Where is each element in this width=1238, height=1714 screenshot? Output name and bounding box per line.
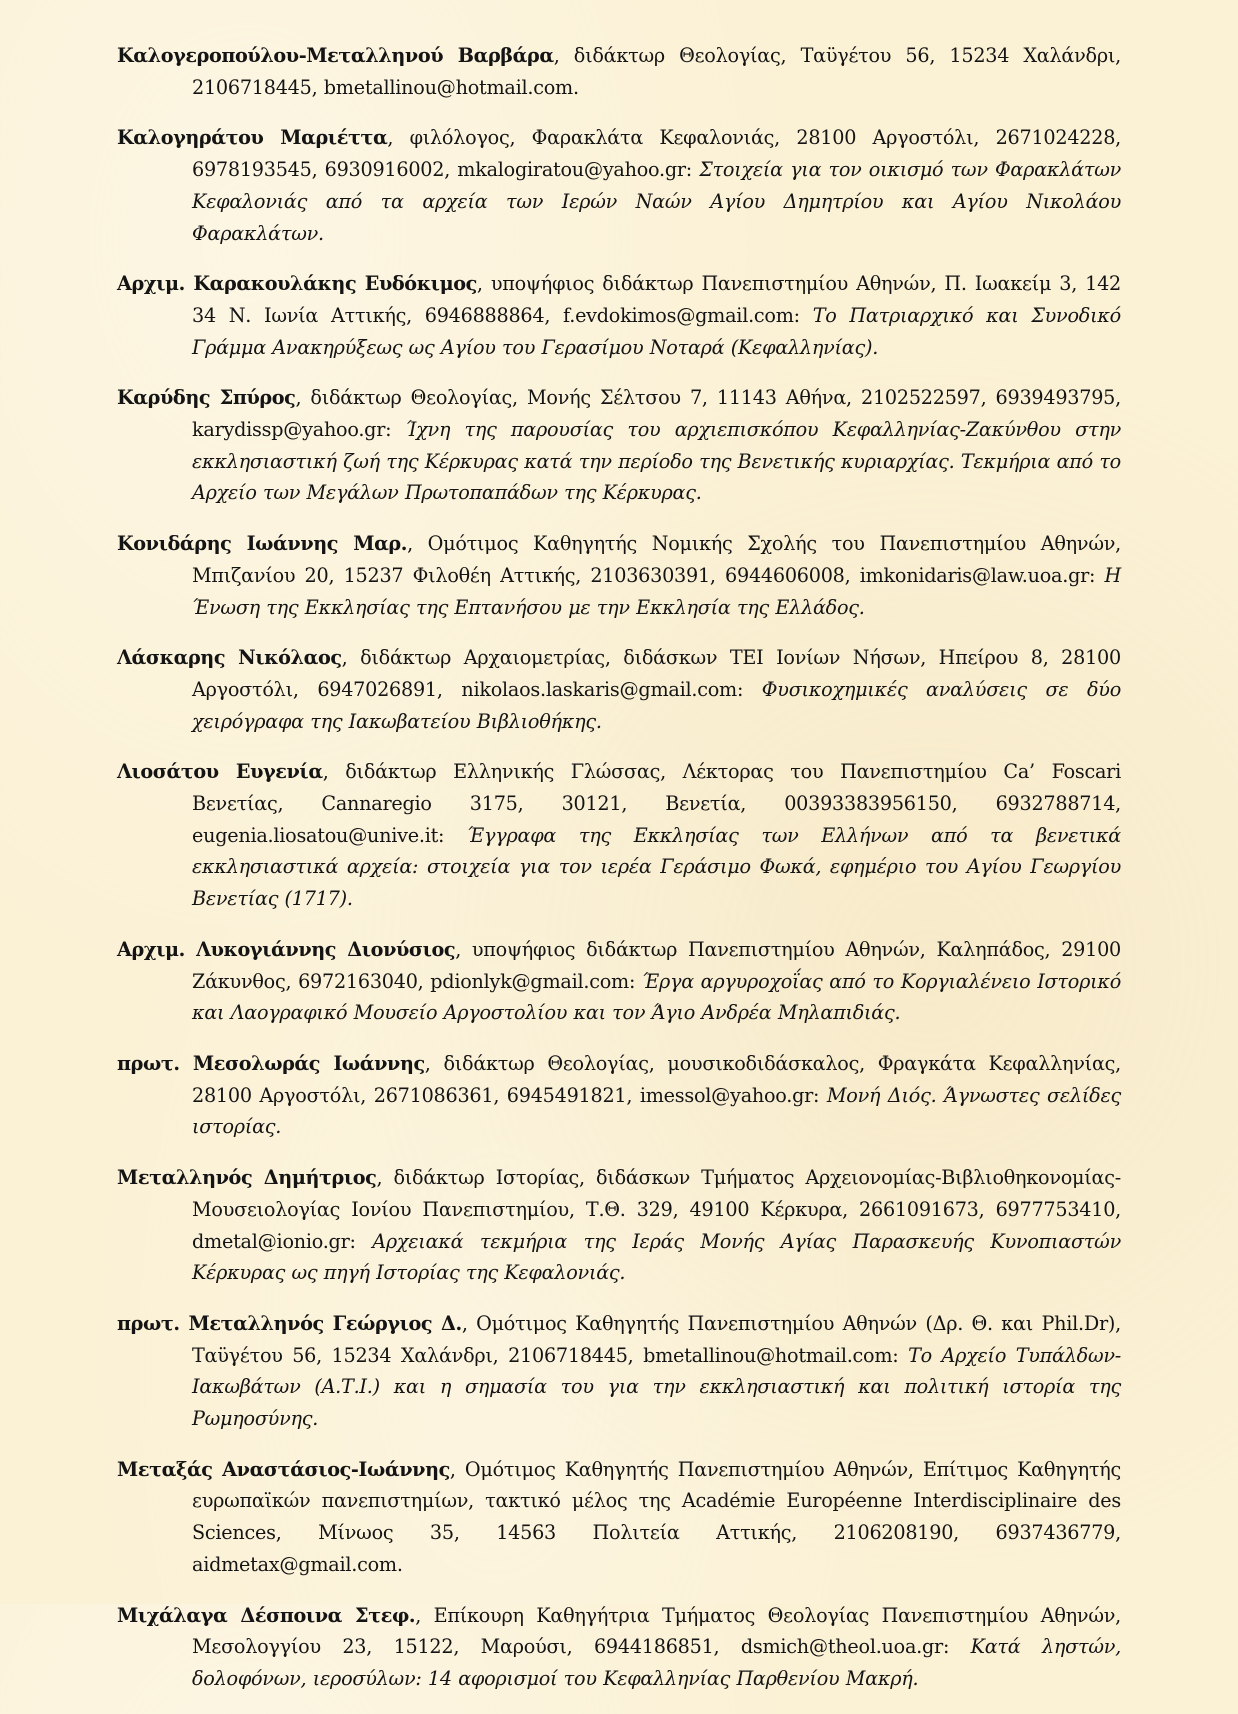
- list-item: [117, 528, 1121, 623]
- list-item: [117, 1162, 1121, 1289]
- entry-paper-title: Έγγραφα της Εκκλησίας των Ελλήνων από τα βενετικά εκκλησιαστικά αρχεία: στοιχεία για τον ιερέα Γεράσιμο Φωκά, εφημέριο του Αγίου Γεωργίου Βενετίας (1717).: [192, 823, 1122, 911]
- list-item: [117, 1600, 1121, 1695]
- entry-name: Καρύδης Σπύρος: [117, 386, 296, 410]
- list-item: [117, 1308, 1121, 1435]
- list-item: [117, 1048, 1121, 1143]
- list-item: [117, 934, 1121, 1029]
- entry-paper-title: Κατά ληστών, δολοφόνων, ιεροσύλων: 14 αφορισμοί του Κεφαλληνίας Παρθενίου Μακρή.: [192, 1635, 1121, 1690]
- entry-name: Αρχιμ. Λυκογιάννης Διονύσιος: [117, 937, 456, 961]
- entry-name: Λιοσάτου Ευγενία: [117, 760, 323, 784]
- entry-paper-title: Το Αρχείο Τυπάλδων-Ιακωβάτων (Α.Τ.Ι.) και η σημασία του για την εκκλησιαστική και πολιτική ιστορία της Ρωμηοσύνης.: [192, 1343, 1121, 1431]
- entry-details: , διδάκτωρ Θεολογίας, Ταϋγέτου 56, 15234 Χαλάνδρι, 2106718445, bmetallinou@hotmail.com.: [192, 44, 1121, 99]
- entry-name: Μεταλληνός Δημήτριος: [117, 1166, 377, 1190]
- list-item: [117, 40, 1121, 103]
- entry-details: , διδάκτωρ Θεολογίας, Μονής Σέλτσου 7, 11143 Αθήνα, 2102522597, 6939493795, karydissp@yahoo.gr:: [192, 386, 1121, 442]
- entry-paper-title: Η Ένωση της Εκκλησίας της Επτανήσου με την Εκκλησία της Ελλάδος.: [192, 563, 1121, 619]
- entry-paper-title: Το Πατριαρχικό και Συνοδικό Γράμμα Ανακηρύξεως ως Αγίου του Γερασίμου Νοταρά (Κεφαλληνίας).: [192, 303, 1121, 359]
- list-item: [117, 122, 1121, 249]
- entry-name: πρωτ. Μεσολωράς Ιωάννης: [117, 1051, 425, 1075]
- entry-paper-title: Μονή Διός. Άγνωστες σελίδες ιστορίας.: [192, 1083, 1121, 1139]
- entry-details: , διδάκτωρ Αρχαιομετρίας, διδάσκων ΤΕΙ Ιονίων Νήσων, Ηπείρου 8, 28100 Αργοστόλι, 6947026891, nikolaos.laskaris@gmail.com:: [192, 646, 1121, 701]
- entry-details: , Ομότιμος Καθηγητής Πανεπιστημίου Αθηνών (Δρ. Θ. και Phil.Dr), Ταϋγέτου 56, 15234 Χαλάνδρι, 2106718445, bmetallinou@hotmail.com:: [192, 1311, 1121, 1367]
- entry-details: , διδάκτωρ Ιστορίας, διδάσκων Τμήματος Αρχειονομίας-Βιβλιοθηκονομίας-Μουσειολογίας Ιονίου Πανεπιστημίου, Τ.Θ. 329, 49100 Κέρκυρα, 2661091673, 6977753410, dmetal@ionio.gr:: [192, 1166, 1121, 1253]
- entry-details: , Ομότιμος Καθηγητής Πανεπιστημίου Αθηνών, Επίτιμος Καθηγητής ευρωπαϊκών πανεπιστημίων, τακτικό μέλος της Académie Européenne Interdisciplinaire des Sciences, Μίνωος 35, 14563 Πολιτεία Αττικής, 2106208190, 6937436779, aidmetax@gmail.com.: [192, 1457, 1121, 1576]
- entry-name: Καλογηράτου Μαριέττα: [117, 126, 388, 150]
- list-item: [117, 1454, 1121, 1581]
- entry-name: Λάσκαρης Νικόλαος: [117, 646, 342, 670]
- entry-name: Μεταξάς Αναστάσιος-Ιωάννης: [117, 1457, 450, 1481]
- entry-name: Κονιδάρης Ιωάννης Μαρ.: [117, 532, 408, 556]
- entry-details: , διδάκτωρ Θεολογίας, μουσικοδιδάσκαλος, Φραγκάτα Κεφαλληνίας, 28100 Αργοστόλι, 2671086361, 6945491821, imessol@yahoo.gr:: [192, 1051, 1121, 1107]
- entry-name: Καλογεροπούλου-Μεταλληνού Βαρβάρα: [117, 44, 554, 67]
- contributors-list: [117, 40, 1121, 1714]
- entry-name: Μιχάλαγα Δέσποινα Στεφ.: [117, 1603, 416, 1627]
- entry-details: , υποψήφιος διδάκτωρ Πανεπιστημίου Αθηνών, Π. Ιωακείμ 3, 142 34 Ν. Ιωνία Αττικής, 6946888864, f.evdokimos@gmail.com:: [192, 272, 1121, 327]
- entry-paper-title: Έργα αργυροχοΐας από το Κοργιαλένειο Ιστορικό και Λαογραφικό Μουσείο Αργοστολίου και τον Άγιο Ανδρέα Μηλαπιδιάς.: [192, 969, 1122, 1025]
- entry-name: πρωτ. Μεταλληνός Γεώργιος Δ.: [117, 1311, 462, 1335]
- list-item: [117, 382, 1121, 509]
- list-item: [117, 756, 1121, 915]
- entry-details: , διδάκτωρ Ελληνικής Γλώσσας, Λέκτορας του Πανεπιστημίου Ca’ Foscari Βενετίας, Cannaregio 3175, 30121, Βενετία, 00393383956150, 6932788714, eugenia.liosatou@unive.it:: [192, 760, 1121, 847]
- entry-details: , Ομότιμος Καθηγητής Νομικής Σχολής του Πανεπιστημίου Αθηνών, Μπιζανίου 20, 15237 Φιλοθέη Αττικής, 2103630391, 6944606008, imkonidaris@law.uoa.gr:: [192, 532, 1121, 587]
- entry-details: , φιλόλογος, Φαρακλάτα Κεφαλονιάς, 28100 Αργοστόλι, 2671024228, 6978193545, 6930916002, mkalogiratou@yahoo.gr:: [192, 126, 1122, 182]
- entry-paper-title: Φυσικοχημικές αναλύσεις σε δύο χειρόγραφα της Ιακωβατείου Βιβλιοθήκης.: [192, 677, 1121, 733]
- list-item: [117, 642, 1121, 737]
- entry-paper-title: Ίχνη της παρουσίας του αρχιεπισκόπου Κεφαλληνίας-Ζακύνθου στην εκκλησιαστική ζωή της Κέρκυρας κατά την περίοδο της Βενετικής κυριαρχίας. Τεκμήρια από το Αρχείο των Μεγάλων Πρωτοπαπάδων της Κέρκυρας.: [192, 418, 1121, 505]
- entry-details: , Επίκουρη Καθηγήτρια Τμήματος Θεολογίας Πανεπιστημίου Αθηνών, Μεσολογγίου 23, 15122, Μαρούσι, 6944186851, dsmich@theol.uoa.gr:: [192, 1603, 1121, 1659]
- entry-name: Αρχιμ. Καρακουλάκης Ευδόκιμος: [117, 272, 477, 296]
- entry-paper-title: Αρχειακά τεκμήρια της Ιεράς Μονής Αγίας Παρασκευής Κυνοπιαστών Κέρκυρας ως πηγή Ιστορίας της Κεφαλονιάς.: [192, 1229, 1121, 1285]
- entry-paper-title: Στοιχεία για τον οικισμό των Φαρακλάτων Κεφαλονιάς από τα αρχεία των Ιερών Ναών Αγίου Δημητρίου και Αγίου Νικολάου Φαρακλάτων.: [192, 158, 1122, 245]
- list-item: [117, 268, 1121, 363]
- entry-details: , υποψήφιος διδάκτωρ Πανεπιστημίου Αθηνών, Καληπάδος, 29100 Ζάκυνθος, 6972163040, pdionlyk@gmail.com:: [192, 937, 1122, 993]
